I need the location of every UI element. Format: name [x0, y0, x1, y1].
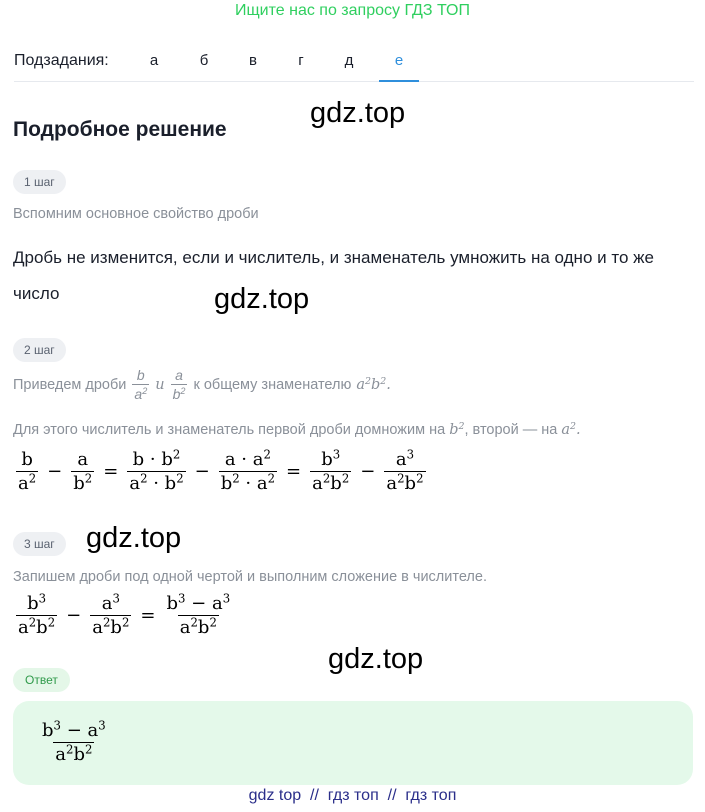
hint-suffix: к общему знаменателю: [193, 377, 352, 394]
answer-badge: Ответ: [13, 668, 70, 692]
step2-equation: $\frac{b}{a^2}$ − $\frac{a}{b^2}$ = $\frac{b \cdot b^2}{a^2 \cdot b^2}$ − $\frac{a \cdot a^2}{b^2 \cdot a^2}$ = $\frac{b^3}{a^2b^2}$ − $\frac{a^3}{a^2b^2}$: [18, 447, 424, 494]
step-hint-line2: [13, 422, 581, 438]
step-text: Дробь не изменится, если и числитель, и знаменатель умножить на одно и то же число: [13, 248, 654, 303]
step-hint: Запишем дроби под одной чертой и выполним сложение в числителе.: [13, 569, 487, 585]
step-badge: 1 шаг: [13, 170, 66, 194]
hint-line2-text: Для этого числитель и знаменатель первой дроби домножим на: [13, 422, 446, 438]
step-hint-line1: [13, 368, 391, 403]
answer-formula: $\frac{b^3 - a^3}{a^2b^2}$: [42, 718, 106, 765]
watermark: gdz.top: [310, 97, 406, 129]
subtask-tab-v[interactable]: в: [249, 52, 257, 69]
subtasks-bar: [14, 50, 694, 82]
watermark: gdz.top: [328, 643, 424, 675]
fraction-a-over-b2: $\frac{a}{b^2}$: [172, 367, 186, 403]
multiplier-b2: $b^2$: [449, 420, 465, 438]
subtask-tab-g[interactable]: г: [298, 52, 304, 69]
watermark: gdz.top: [86, 522, 182, 554]
fraction-b-over-a2: $\frac{b}{a^2}$: [134, 367, 148, 403]
answer-box: [13, 701, 693, 785]
subtask-tab-b[interactable]: б: [199, 52, 209, 69]
step3-equation: $\frac{b^3}{a^2b^2}$ − $\frac{a^3}{a^2b^2}$ = $\frac{b^3 - a^3}{a^2b^2}$: [18, 591, 231, 638]
hint-line2-mid: , второй — на: [464, 422, 558, 438]
hint-prefix: Приведем дроби: [13, 377, 127, 394]
hint-and: и: [155, 377, 165, 394]
subtask-tab-a[interactable]: а: [149, 52, 159, 69]
subtask-tab-e[interactable]: е: [379, 52, 419, 82]
subtasks-label: Подзадания:: [14, 52, 109, 69]
footer-links[interactable]: gdz top // гдз топ // гдз топ: [248, 787, 457, 804]
subtask-tab-d[interactable]: д: [344, 52, 354, 69]
step-badge: 2 шаг: [13, 338, 66, 362]
page-title: Подробное решение: [13, 118, 227, 141]
multiplier-a2: $a^2$.: [561, 420, 581, 438]
step-hint: Вспомним основное свойство дроби: [13, 206, 259, 222]
watermark: gdz.top: [214, 283, 310, 315]
step-badge: 3 шаг: [13, 532, 66, 556]
promo-banner: Ищите нас по запросу ГДЗ ТОП: [235, 2, 470, 19]
common-denominator: $a^2b^2$.: [356, 376, 391, 394]
